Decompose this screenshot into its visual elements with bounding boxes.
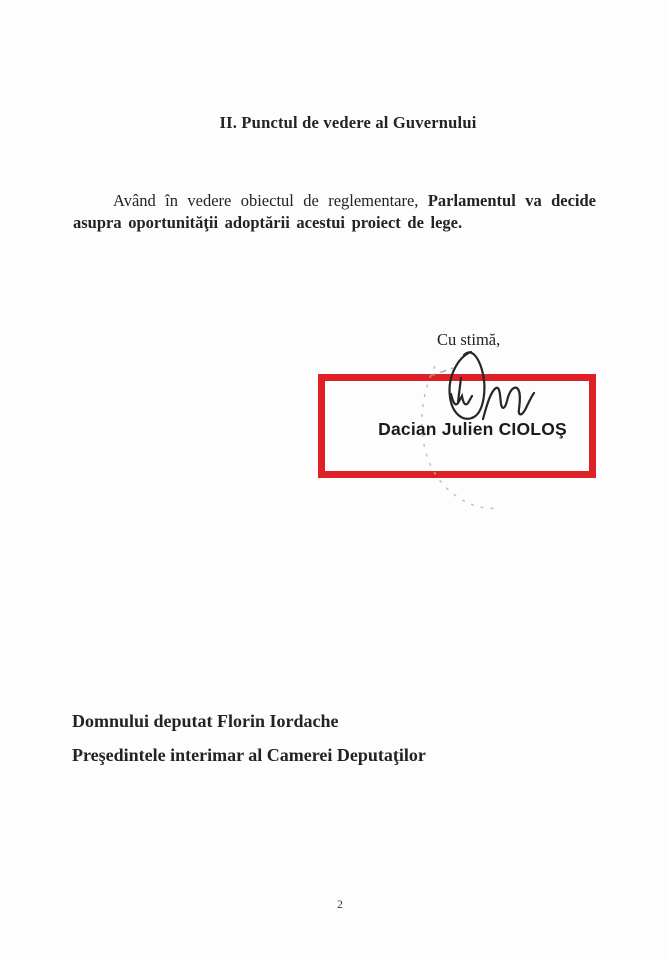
body-paragraph-lead: Având în vedere obiectul de reglementare, [113, 190, 428, 210]
section-heading: II. Punctul de vedere al Guvernului [219, 113, 477, 132]
closing-salutation: Cu stimă, [437, 330, 501, 349]
body-paragraph [73, 190, 596, 235]
page-number: 2 [337, 899, 343, 911]
addressee-title-line: Preşedintele interimar al Camerei Deputaţilor [72, 745, 426, 765]
addressee-name-line: Domnului deputat Florin Iordache [72, 711, 339, 731]
body-paragraph-emphasis: Parlamentul va decide asupra oportunităţii adoptării acestui proiect de lege. [73, 190, 596, 232]
signer-name: Dacian Julien CIOLOŞ [378, 419, 567, 439]
